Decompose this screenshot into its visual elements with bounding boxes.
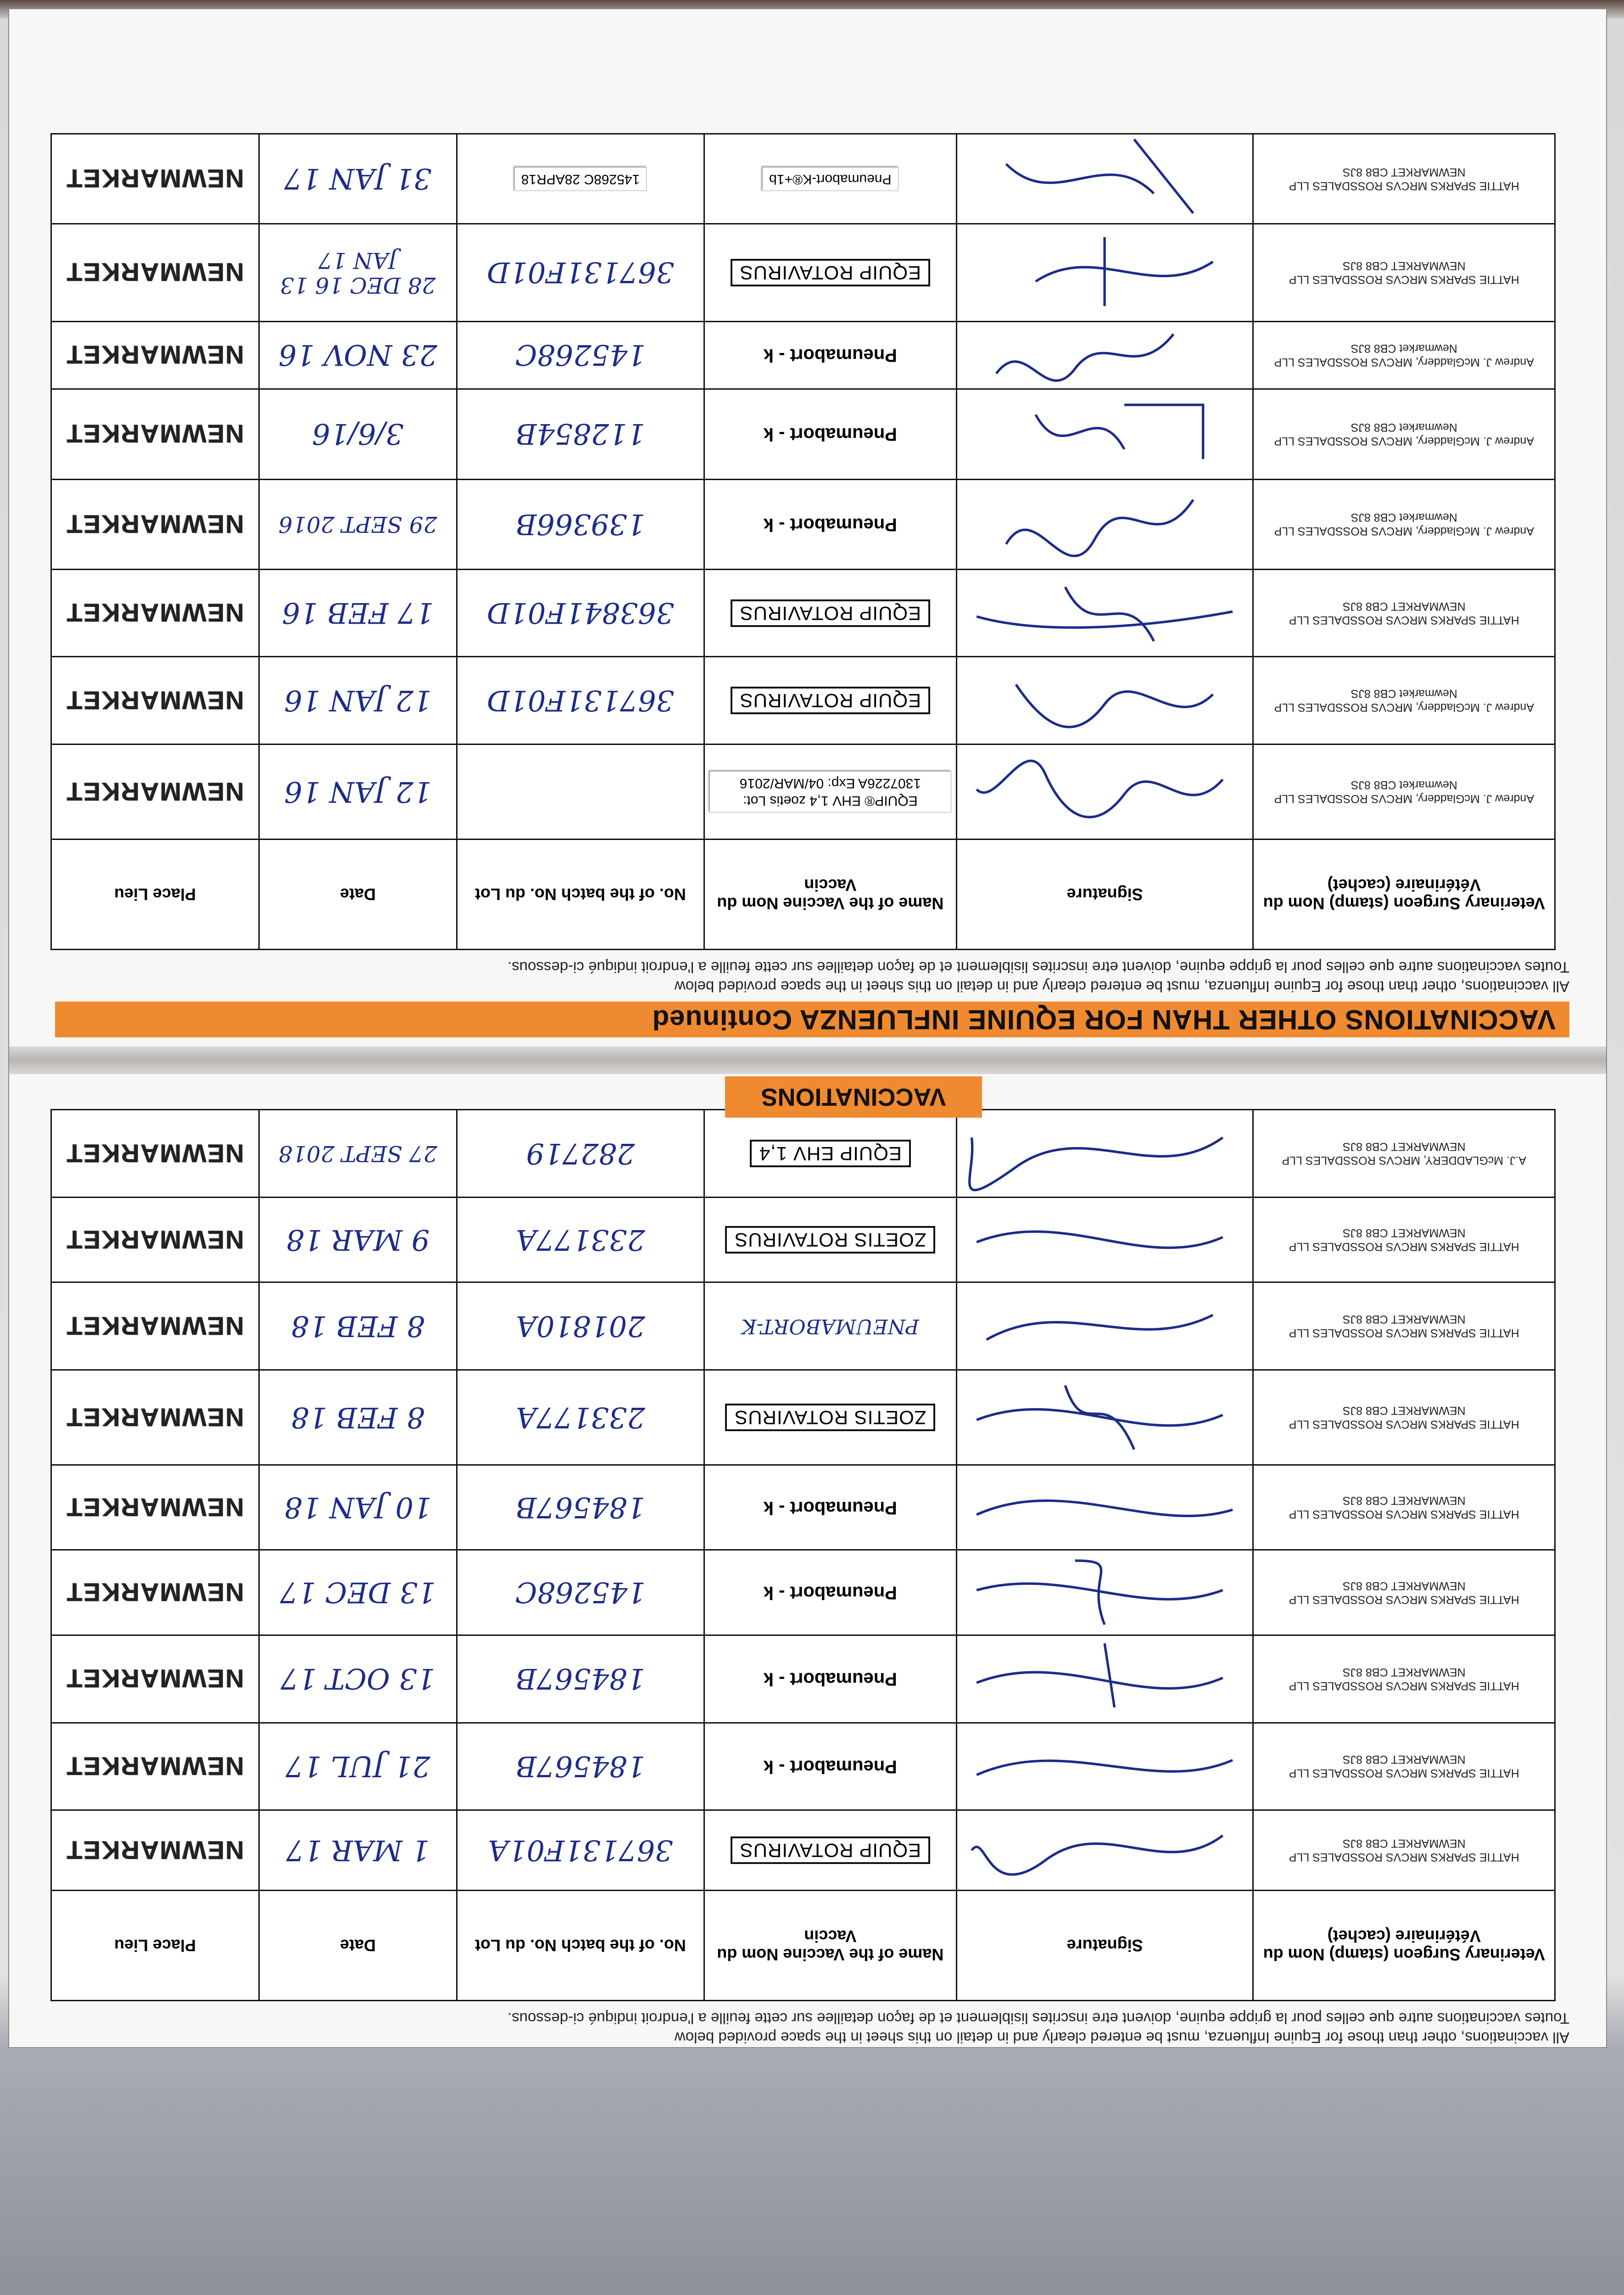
header-place: Place Lieu bbox=[51, 840, 259, 950]
vaccine-label-sticker: Pneumabort-K®+1b bbox=[762, 167, 898, 191]
vaccine-name-cell bbox=[704, 1370, 956, 1465]
vaccine-name-handwritten: PNEUMABORT-K bbox=[704, 1282, 956, 1370]
signature-scribble-icon bbox=[957, 322, 1253, 389]
table-row bbox=[51, 1810, 1555, 1891]
table-row bbox=[51, 1465, 1555, 1550]
batch-number bbox=[457, 744, 704, 840]
vaccination-date: 17 FEB 16 bbox=[259, 569, 457, 657]
batch-number: 363841F01D bbox=[457, 569, 704, 657]
vaccination-date: 31 JAN 17 bbox=[259, 134, 457, 224]
place-stamp: NEWMARKET bbox=[51, 1810, 259, 1891]
table-row bbox=[51, 1282, 1555, 1370]
signature bbox=[956, 389, 1253, 479]
vaccine-name: Pneumabort - k bbox=[704, 1550, 956, 1635]
vaccination-table bbox=[50, 1109, 1556, 2001]
vaccination-date: 21 JUL 17 bbox=[259, 1723, 457, 1810]
header-surgeon: Veterinary Surgeon (stamp) Nom du Vétérinaire (cachet) bbox=[1253, 1891, 1555, 2001]
signature bbox=[956, 1635, 1253, 1723]
batch-number: 367131F01A bbox=[457, 1810, 704, 1891]
signature-scribble-icon bbox=[957, 1636, 1253, 1722]
vaccination-record-page bbox=[9, 9, 1606, 2047]
vaccination-date: 1 MAR 17 bbox=[259, 1810, 457, 1891]
vaccine-name-cell bbox=[704, 224, 956, 321]
vaccine-name-stamp: EQUIP EHV 1,4 bbox=[750, 1140, 911, 1167]
signature-scribble-icon bbox=[957, 1466, 1253, 1549]
vaccine-name-cell bbox=[704, 1198, 956, 1282]
signature bbox=[956, 1370, 1253, 1465]
table-row bbox=[51, 1723, 1555, 1810]
section-header-vaccinations: VACCINATIONS bbox=[725, 1076, 982, 1118]
signature bbox=[956, 224, 1253, 321]
batch-number: 201810A bbox=[457, 1282, 704, 1370]
signature-scribble-icon bbox=[957, 1198, 1253, 1282]
vaccine-label-sticker: EQUIP® EHV 1,4 zoetis Lot: 1307226A Exp: 04/MAR/2016 bbox=[709, 771, 951, 812]
signature-scribble-icon bbox=[957, 390, 1253, 478]
signature bbox=[956, 1810, 1253, 1891]
instruction-note-en: All vaccinations, other than those for Equine Influenza, must be entered clearly and in detail on this sheet in the space provided below bbox=[674, 2029, 1569, 2046]
table-row bbox=[51, 1550, 1555, 1635]
place-stamp: NEWMARKET bbox=[51, 1370, 259, 1465]
vaccination-date: 8 FEB 18 bbox=[259, 1370, 457, 1465]
vaccination-date: 13 DEC 17 bbox=[259, 1550, 457, 1635]
table-row bbox=[51, 657, 1555, 744]
signature bbox=[956, 1550, 1253, 1635]
place-stamp: NEWMARKET bbox=[51, 1465, 259, 1550]
signature-scribble-icon bbox=[957, 1283, 1253, 1369]
signature-scribble-icon bbox=[957, 480, 1253, 569]
vaccination-date: 13 OCT 17 bbox=[259, 1635, 457, 1723]
vaccination-table-continued bbox=[50, 133, 1556, 950]
signature-scribble-icon bbox=[957, 1110, 1253, 1197]
surgeon-stamp: Andrew J. McGladdery, MRCVS ROSSDALES LLP Newmarket CB8 8JS bbox=[1253, 321, 1555, 389]
vaccine-name-stamp: EQUIP ROTAVIRUS bbox=[731, 1836, 930, 1864]
vaccination-date: 28 DEC 16 13 JAN 17 bbox=[259, 224, 457, 321]
table-row bbox=[51, 1110, 1555, 1198]
place-stamp: NEWMARKET bbox=[51, 321, 259, 389]
surgeon-stamp: HATTIE SPARKS MRCVS ROSSDALES LLP NEWMARKET CB8 8JS bbox=[1253, 224, 1555, 321]
signature bbox=[956, 744, 1253, 840]
signature-scribble-icon bbox=[957, 1371, 1253, 1464]
vaccine-name-cell bbox=[704, 569, 956, 657]
place-stamp: NEWMARKET bbox=[51, 479, 259, 569]
signature-scribble-icon bbox=[957, 1811, 1253, 1890]
place-stamp: NEWMARKET bbox=[51, 1198, 259, 1282]
batch-number: 367131F01D bbox=[457, 657, 704, 744]
surgeon-stamp: HATTIE SPARKS MRCVS ROSSDALES LLP NEWMARKET CB8 8JS bbox=[1253, 1370, 1555, 1465]
place-stamp: NEWMARKET bbox=[51, 389, 259, 479]
signature bbox=[956, 134, 1253, 224]
batch-number: 184567B bbox=[457, 1465, 704, 1550]
vaccine-name: Pneumabort - k bbox=[704, 389, 956, 479]
signature bbox=[956, 479, 1253, 569]
batch-number: 282719 bbox=[457, 1110, 704, 1198]
signature bbox=[956, 1198, 1253, 1282]
place-stamp: NEWMARKET bbox=[51, 1723, 259, 1810]
table-header-row bbox=[51, 840, 1555, 950]
vaccine-name: Pneumabort - k bbox=[704, 1465, 956, 1550]
batch-number: 112854B bbox=[457, 389, 704, 479]
signature-scribble-icon bbox=[957, 745, 1253, 839]
table-row bbox=[51, 1635, 1555, 1723]
vaccine-name-cell bbox=[704, 657, 956, 744]
place-stamp: NEWMARKET bbox=[51, 569, 259, 657]
place-stamp: NEWMARKET bbox=[51, 224, 259, 321]
vaccination-date: 29 SEPT 2016 bbox=[259, 479, 457, 569]
signature bbox=[956, 657, 1253, 744]
table-header-row bbox=[51, 1891, 1555, 2001]
place-stamp: NEWMARKET bbox=[51, 1110, 259, 1198]
batch-label-sticker: 145268C 28APR18 bbox=[514, 167, 647, 191]
surgeon-stamp: Andrew J. McGladdery, MRCVS ROSSDALES LLP Newmarket CB8 8JS bbox=[1253, 479, 1555, 569]
surgeon-stamp: HATTIE SPARKS MRCVS ROSSDALES LLP NEWMARKET CB8 8JS bbox=[1253, 1282, 1555, 1370]
batch-number: 367131F01D bbox=[457, 224, 704, 321]
place-stamp: NEWMARKET bbox=[51, 744, 259, 840]
vaccination-date: 8 FEB 18 bbox=[259, 1282, 457, 1370]
signature-scribble-icon bbox=[957, 570, 1253, 656]
instruction-note-en: All vaccinations, other than those for Equine Influenza, must be entered clearly and in detail on this sheet in the space provided below bbox=[674, 978, 1569, 995]
surgeon-stamp: Andrew J. McGladdery, MRCVS ROSSDALES LLP Newmarket CB8 8JS bbox=[1253, 657, 1555, 744]
batch-number: 184567B bbox=[457, 1723, 704, 1810]
batch-number: 145268C bbox=[457, 321, 704, 389]
vaccine-name-stamp: EQUIP ROTAVIRUS bbox=[731, 687, 930, 714]
signature bbox=[956, 1282, 1253, 1370]
vaccine-name-stamp: EQUIP ROTAVIRUS bbox=[731, 259, 930, 286]
vaccine-name-stamp: ZOETIS ROTAVIRUS bbox=[725, 1404, 935, 1431]
place-stamp: NEWMARKET bbox=[51, 134, 259, 224]
surgeon-stamp: HATTIE SPARKS MRCVS ROSSDALES LLP NEWMARKET CB8 8JS bbox=[1253, 1550, 1555, 1635]
vaccinations-section bbox=[9, 1074, 1606, 2047]
surgeon-stamp: Andrew J. McGladdery, MRCVS ROSSDALES LLP Newmarket CB8 8JS bbox=[1253, 389, 1555, 479]
header-signature: Signature bbox=[956, 840, 1253, 950]
continued-section bbox=[9, 37, 1606, 1047]
vaccine-name-cell bbox=[704, 134, 956, 224]
surgeon-stamp: A.J. McGLADDERY, MRCVS ROSSDALES LLP NEWMARKET CB8 8JS bbox=[1253, 1110, 1555, 1198]
vaccination-date: 3/6/16 bbox=[259, 389, 457, 479]
vaccine-name: Pneumabort - k bbox=[704, 1723, 956, 1810]
instruction-note-fr: Toutes vaccinations autre que celles pour la grippe equine, doivent etre inscrites lisiblement et de façon detaillee sur cette feuille a l'endroit indiqué ci-dessous. bbox=[508, 959, 1569, 976]
vaccine-name-cell bbox=[704, 1810, 956, 1891]
vaccine-name: Pneumabort - k bbox=[704, 1635, 956, 1723]
table-row bbox=[51, 569, 1555, 657]
signature bbox=[956, 569, 1253, 657]
table-row bbox=[51, 321, 1555, 389]
vaccine-name-stamp: ZOETIS ROTAVIRUS bbox=[725, 1226, 935, 1254]
table-row bbox=[51, 1370, 1555, 1465]
batch-number: 233177A bbox=[457, 1370, 704, 1465]
header-surgeon: Veterinary Surgeon (stamp) Nom du Vétérinaire (cachet) bbox=[1253, 840, 1555, 950]
vaccination-date: 12 JAN 16 bbox=[259, 657, 457, 744]
signature-scribble-icon bbox=[957, 657, 1253, 744]
signature-scribble-icon bbox=[957, 134, 1253, 223]
batch-number: 139366B bbox=[457, 479, 704, 569]
signature bbox=[956, 321, 1253, 389]
table-row bbox=[51, 224, 1555, 321]
table-row bbox=[51, 479, 1555, 569]
vaccination-date: 9 MAR 18 bbox=[259, 1198, 457, 1282]
header-batch: No. of the batch No. du Lot bbox=[457, 1891, 704, 2001]
place-stamp: NEWMARKET bbox=[51, 1550, 259, 1635]
surgeon-stamp: Andrew J. McGladdery, MRCVS ROSSDALES LLP Newmarket CB8 8JS bbox=[1253, 744, 1555, 840]
signature bbox=[956, 1723, 1253, 1810]
vaccine-name-cell bbox=[704, 1110, 956, 1198]
surgeon-stamp: HATTIE SPARKS MRCVS ROSSDALES LLP NEWMARKET CB8 8JS bbox=[1253, 1198, 1555, 1282]
page-fold bbox=[9, 1047, 1606, 1074]
vaccine-name: Pneumabort - k bbox=[704, 479, 956, 569]
table-row bbox=[51, 1198, 1555, 1282]
vaccination-date: 27 SEPT 2018 bbox=[259, 1110, 457, 1198]
vaccine-name-stamp: EQUIP ROTAVIRUS bbox=[731, 599, 930, 627]
surgeon-stamp: HATTIE SPARKS MRCVS ROSSDALES LLP NEWMARKET CB8 8JS bbox=[1253, 569, 1555, 657]
place-stamp: NEWMARKET bbox=[51, 1282, 259, 1370]
table-row bbox=[51, 744, 1555, 840]
header-signature: Signature bbox=[956, 1891, 1253, 2001]
signature-scribble-icon bbox=[957, 224, 1253, 320]
vaccination-date: 10 JAN 18 bbox=[259, 1465, 457, 1550]
vaccination-date: 23 NOV 16 bbox=[259, 321, 457, 389]
signature bbox=[956, 1465, 1253, 1550]
batch-number: 145268C bbox=[457, 1550, 704, 1635]
batch-number-cell bbox=[457, 134, 704, 224]
header-date: Date bbox=[259, 1891, 457, 2001]
vaccine-name-cell bbox=[704, 744, 956, 840]
surgeon-stamp: HATTIE SPARKS MRCVS ROSSDALES LLP NEWMARKET CB8 8JS bbox=[1253, 1810, 1555, 1891]
header-batch: No. of the batch No. du Lot bbox=[457, 840, 704, 950]
signature bbox=[956, 1110, 1253, 1198]
instruction-note-fr: Toutes vaccinations autre que celles pour la grippe equine, doivent etre inscrites lisiblement et de façon detaillee sur cette feuille a l'endroit indiqué ci-dessous. bbox=[508, 2010, 1569, 2027]
header-date: Date bbox=[259, 840, 457, 950]
batch-number: 233177A bbox=[457, 1198, 704, 1282]
header-vaccine-name: Name of the Vaccine Nom du Vaccin bbox=[704, 1891, 956, 2001]
signature-scribble-icon bbox=[957, 1724, 1253, 1810]
signature-scribble-icon bbox=[957, 1551, 1253, 1634]
place-stamp: NEWMARKET bbox=[51, 1635, 259, 1723]
surgeon-stamp: HATTIE SPARKS MRCVS ROSSDALES LLP NEWMARKET CB8 8JS bbox=[1253, 1635, 1555, 1723]
batch-number: 184567B bbox=[457, 1635, 704, 1723]
surgeon-stamp: HATTIE SPARKS MRCVS ROSSDALES LLP NEWMARKET CB8 8JS bbox=[1253, 1723, 1555, 1810]
vaccine-name: Pneumabort - k bbox=[704, 321, 956, 389]
place-stamp: NEWMARKET bbox=[51, 657, 259, 744]
table-row bbox=[51, 389, 1555, 479]
header-vaccine-name: Name of the Vaccine Nom du Vaccin bbox=[704, 840, 956, 950]
surgeon-stamp: HATTIE SPARKS MRCVS ROSSDALES LLP NEWMARKET CB8 8JS bbox=[1253, 134, 1555, 224]
table-row bbox=[51, 134, 1555, 224]
surgeon-stamp: HATTIE SPARKS MRCVS ROSSDALES LLP NEWMARKET CB8 8JS bbox=[1253, 1465, 1555, 1550]
vaccination-date: 12 JAN 16 bbox=[259, 744, 457, 840]
section-header-continued: VACCINATIONS OTHER THAN FOR EQUINE INFLUENZA Continued bbox=[55, 1002, 1569, 1037]
header-place: Place Lieu bbox=[51, 1891, 259, 2001]
